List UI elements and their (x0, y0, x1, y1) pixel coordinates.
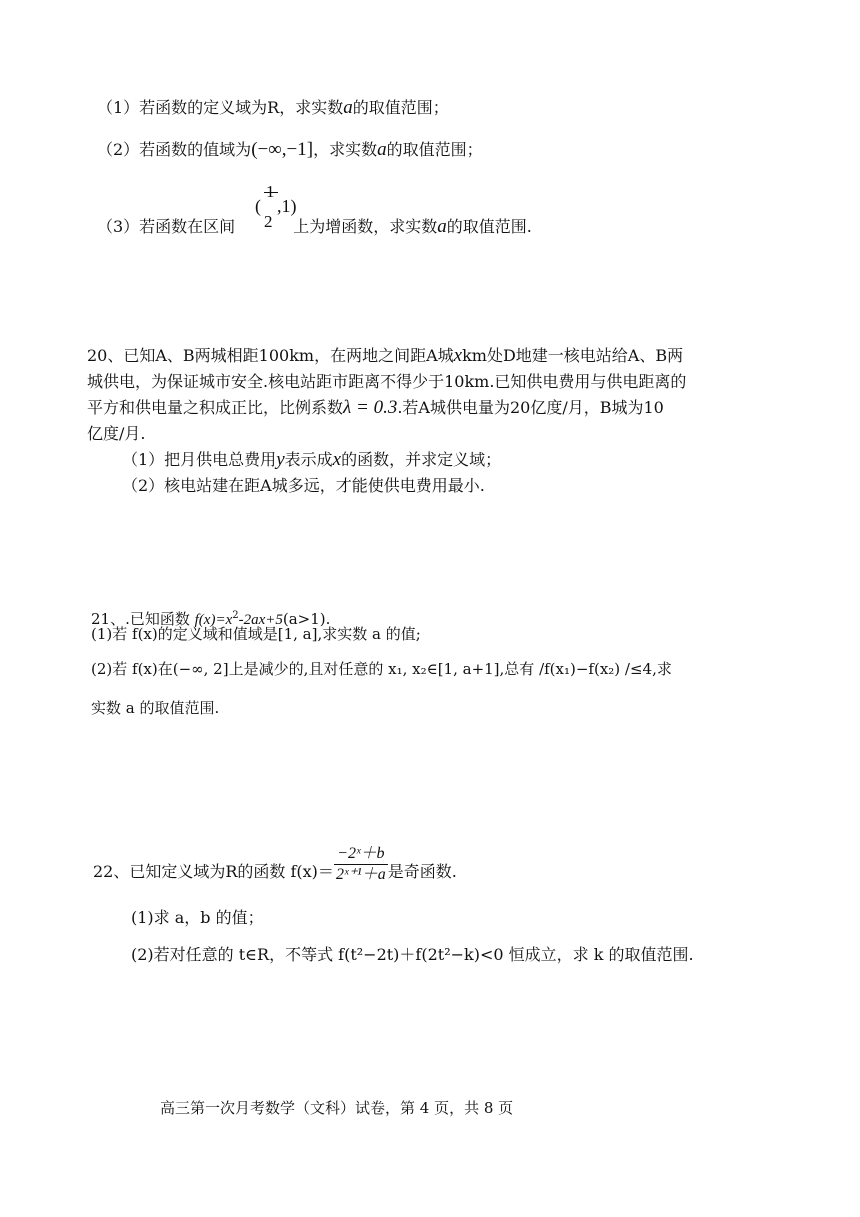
q19-part3-text: （3）若函数在区间 (97, 217, 236, 236)
exponent: 2 (232, 610, 239, 621)
q20-line1-text: 20、已知A、B两城相距100km，在两地之间距A城 (87, 346, 454, 365)
q20-line3-text: 平方和供电量之积成正比，比例系数 (87, 398, 344, 417)
q21-eq: =x (215, 612, 233, 628)
q19-part3-tail: 的取值范围. (446, 217, 532, 236)
interval-denominator: 2 (264, 212, 273, 231)
q19-part2 (97, 139, 483, 161)
q19-part3-mid: 上为增函数，求实数 (293, 217, 438, 236)
q22-line1 (93, 845, 457, 885)
var-a: a (343, 97, 353, 118)
q22-sub1 (131, 907, 264, 929)
q20-sub1-text: （1）把月供电总费用 (122, 450, 277, 469)
q22-line1-text: 22、已知定义域为R的函数 f(x)＝ (93, 862, 334, 881)
q22-sub2-text: (2)若对任意的 t∈R，不等式 f(t²−2t)＋f(2t²−k)<0 恒成立，求 k 的取值范围. (131, 945, 694, 964)
q21-line4 (91, 697, 219, 719)
interval-numerator: 1 (266, 182, 275, 201)
q20-sub2 (122, 475, 485, 497)
q22-numerator: −2ˣ＋b (334, 844, 388, 865)
q21-rest: -2ax+5 (238, 612, 283, 628)
var-y: y (276, 449, 285, 470)
q21-line3 (91, 658, 672, 680)
q21-line3-text: (2)若 f(x)在(−∞, 2]上是减少的,且对任意的 x₁, x₂∈[1, a+1],总有 /f(x₁)−f(x₂) /≤4,求 (91, 660, 672, 678)
q20-line2 (87, 371, 686, 393)
q20-sub2-text: （2）核电站建在距A城多远，才能使供电费用最小. (122, 476, 485, 495)
interval-close: ,1) (277, 196, 297, 216)
var-a: a (377, 139, 387, 160)
lambda-coefficient: λ = 0.3 (343, 397, 398, 418)
q19-part1-text: （1）若函数的定义域为R，求实数 (97, 98, 344, 117)
var-a: a (437, 216, 447, 237)
q22-denominator: 2ˣ⁺¹＋a (335, 866, 386, 883)
q20-line1-tail: km处D地建一核电站给A、B两 (462, 346, 684, 365)
q19-part2-text: （2）若函数的值域为 (97, 140, 252, 159)
q21-condition: (a>1). (282, 610, 331, 628)
q21-line4-text: 实数 a 的取值范围. (91, 699, 220, 717)
q20-line2-text: 城供电，为保证城市安全.核电站距市距离不得少于10km.已知供电费用与供电距离的 (87, 372, 687, 391)
var-x: x (453, 345, 463, 366)
q20-line4-text: 亿度/月. (87, 424, 146, 443)
fraction-bar (264, 192, 278, 193)
q22-line1-tail: 是奇函数. (387, 862, 457, 881)
q19-part3 (97, 216, 532, 238)
q20-line1 (87, 345, 683, 367)
q22-fraction (334, 844, 388, 885)
q20-sub1 (122, 449, 501, 471)
q21-line1-text: 21、.已知函数 (91, 610, 195, 628)
interval-open-paren: ( (255, 196, 261, 216)
q20-line3 (87, 397, 664, 419)
q22-sub2 (131, 944, 694, 966)
q20-sub1-tail: 的函数，并求定义域； (341, 450, 502, 469)
function-f: f(x) (194, 612, 216, 628)
q20-sub1-mid: 表示成 (284, 450, 333, 469)
interval-neg-inf-neg1: (−∞,−1] (251, 139, 314, 160)
q20-line3-tail: .若A城供电量为20亿度/月，B城为10 (397, 398, 664, 417)
q21-line2 (91, 623, 421, 645)
q19-part1 (97, 97, 449, 119)
q22-sub1-text: (1)求 a，b 的值； (131, 908, 264, 927)
q21-line2-text: (1)若 f(x)的定义域和值域是[1, a],求实数 a 的值; (91, 625, 421, 643)
q20-line4 (87, 423, 145, 445)
var-x: x (332, 449, 342, 470)
q19-part2-tail: 的取值范围； (386, 140, 483, 159)
q19-part1-tail: 的取值范围； (352, 98, 449, 117)
q19-part2-mid: ，求实数 (313, 140, 378, 159)
page-footer: 高三第一次月考数学（文科）试卷，第 4 页，共 8 页 (160, 1099, 514, 1117)
